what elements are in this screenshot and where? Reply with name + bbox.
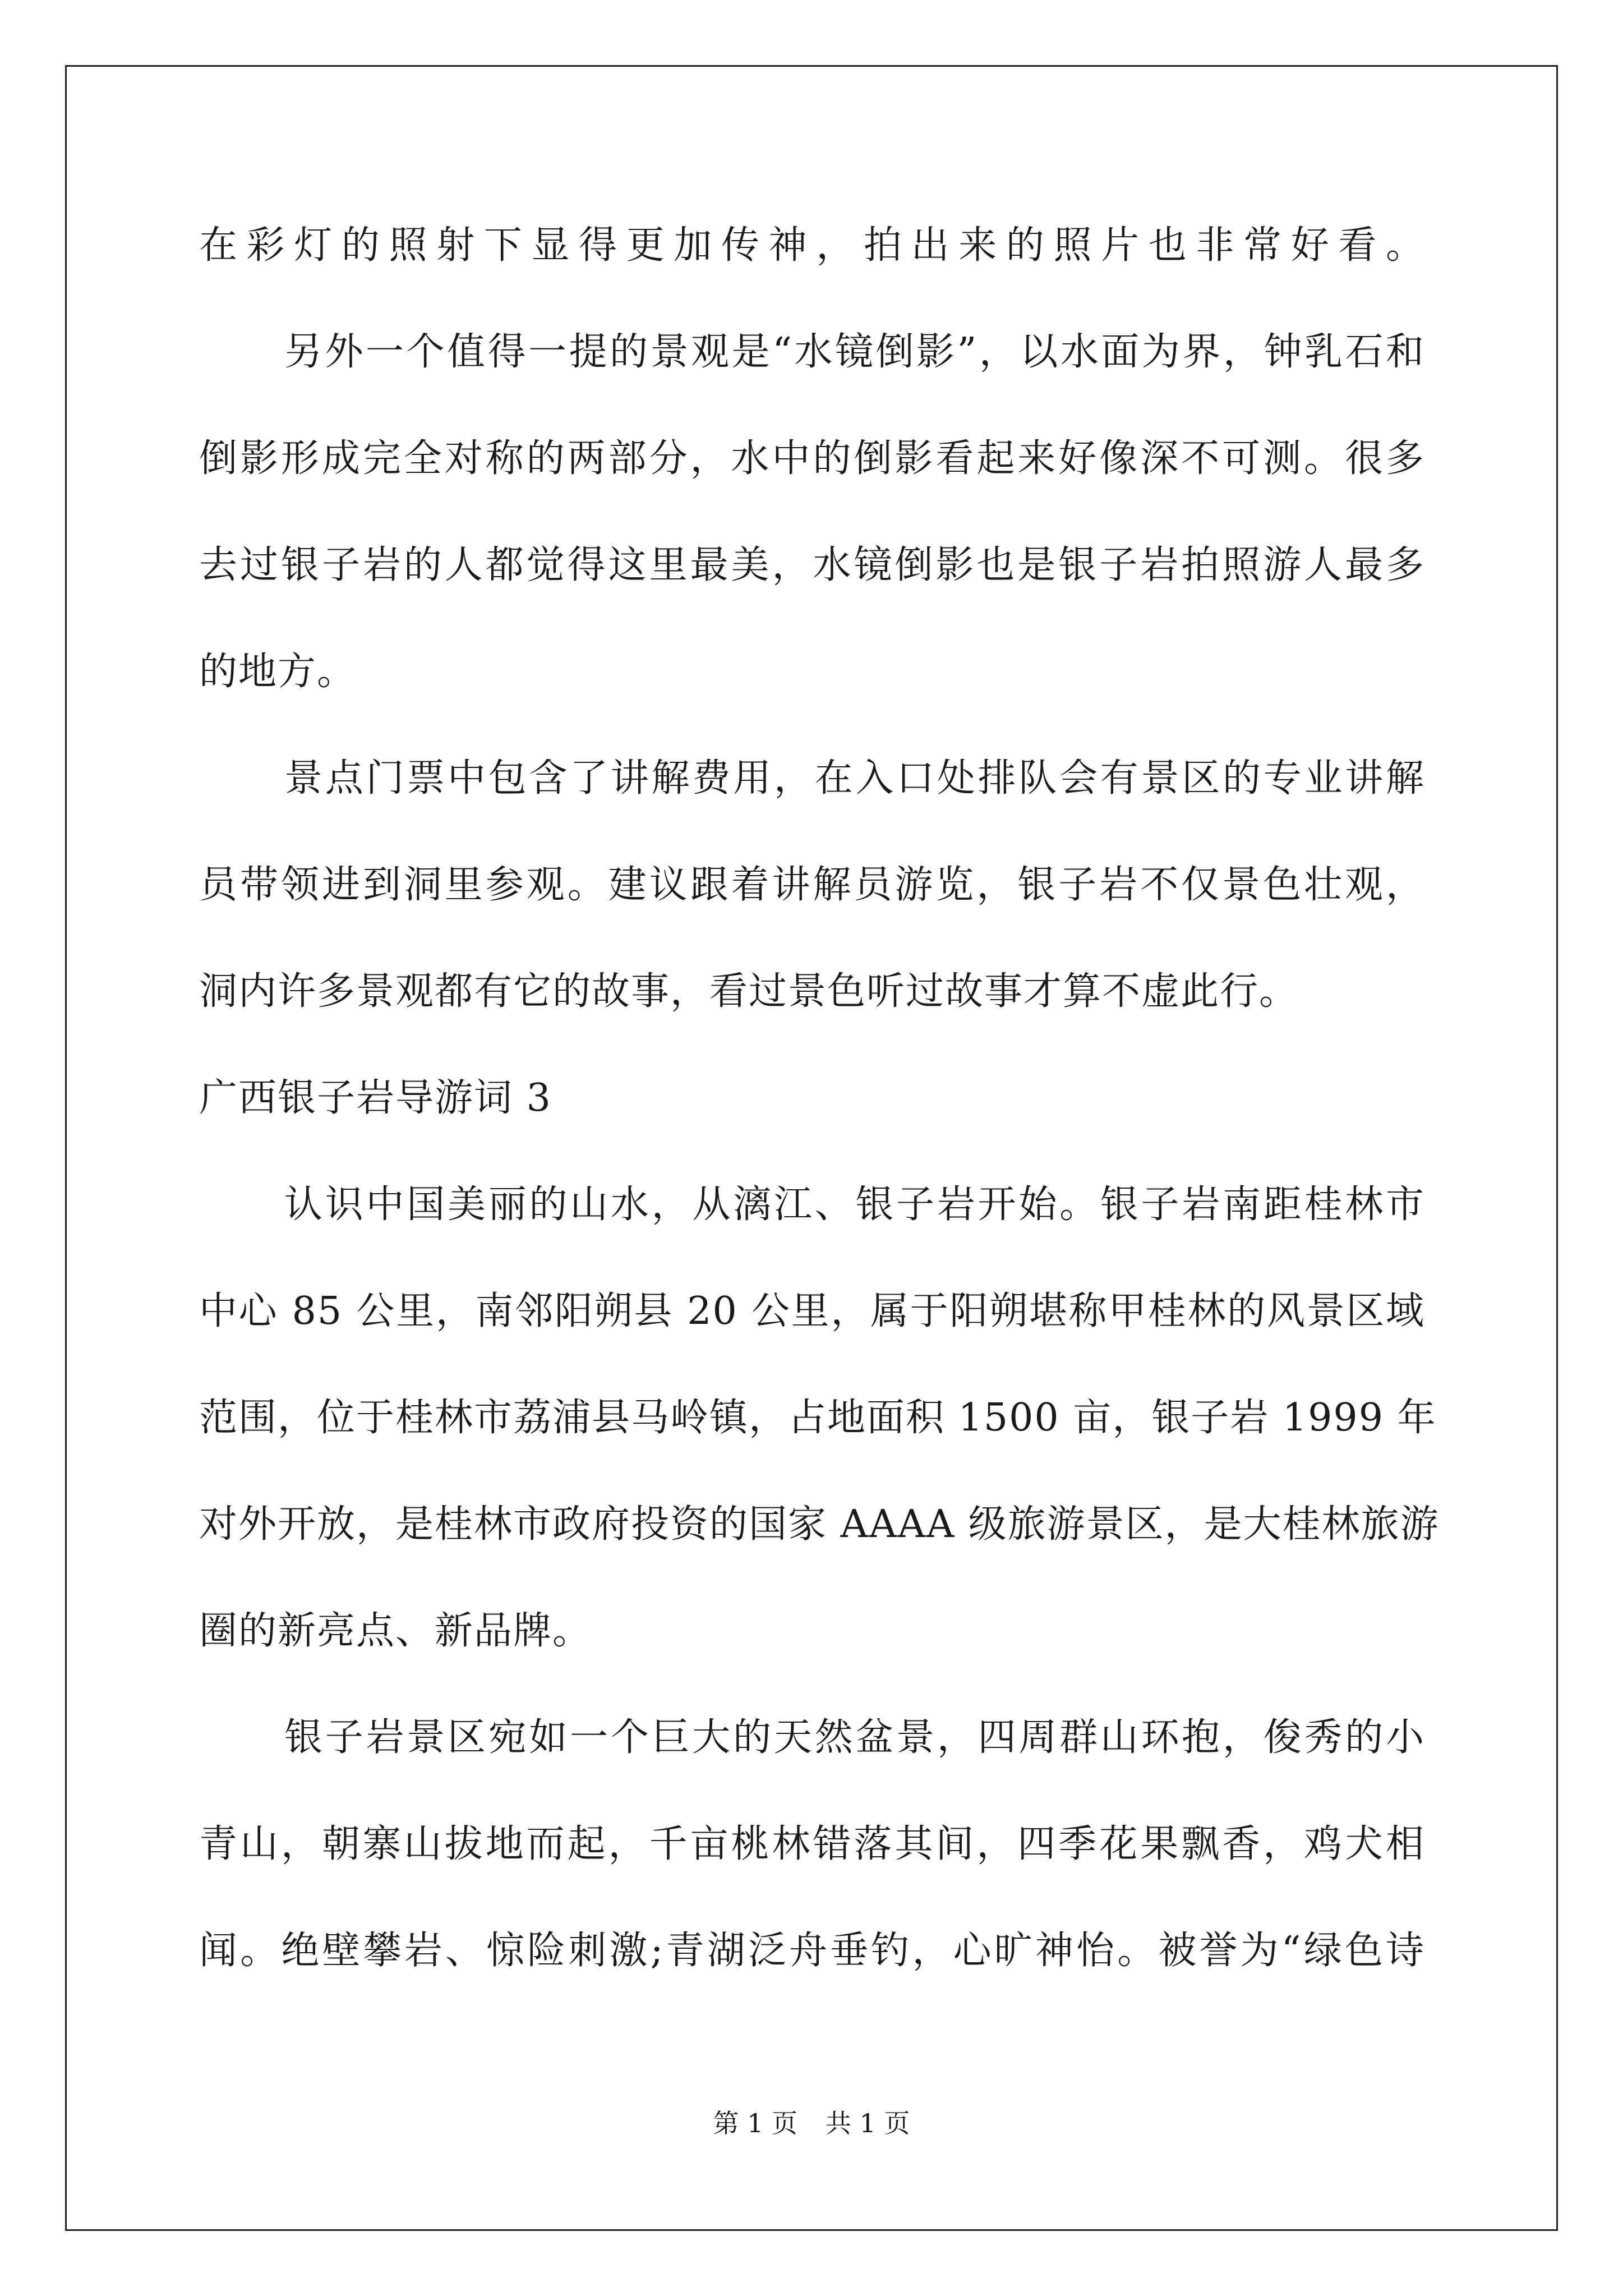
paragraph-line: 银子岩景区宛如一个巨大的天然盆景，四周群山环抱，俊秀的小 bbox=[284, 1715, 1425, 1760]
paragraph-line: 范围，位于桂林市荔浦县马岭镇，占地面积 1500 亩，银子岩 1999 年 bbox=[199, 1396, 1437, 1440]
paragraph-line: 认识中国美丽的山水，从漓江、银子岩开始。银子岩南距桂林市 bbox=[284, 1182, 1425, 1227]
paragraph-line: 另外一个值得一提的景观是“水镜倒影”，以水面为界，钟乳石和 bbox=[284, 330, 1425, 374]
paragraph-line: 员带领进到洞里参观。建议跟着讲解员游览，银子岩不仅景色壮观， bbox=[199, 863, 1425, 907]
page-number-total: 共 1 页 bbox=[826, 2108, 910, 2138]
page-number-current: 第 1 页 bbox=[713, 2108, 797, 2138]
paragraph-line: 青山，朝寨山拔地而起，千亩桃林错落其间，四季花果飘香，鸡犬相 bbox=[199, 1822, 1425, 1866]
section-heading: 广西银子岩导游词 3 bbox=[199, 1076, 552, 1120]
paragraph-line: 去过银子岩的人都觉得这里最美，水镜倒影也是银子岩拍照游人最多 bbox=[199, 543, 1425, 587]
page-border bbox=[65, 65, 1558, 2231]
paragraph-line: 对外开放，是桂林市政府投资的国家 AAAA 级旅游景区，是大桂林旅游 bbox=[199, 1502, 1440, 1547]
paragraph-line: 圈的新亮点、新品牌。 bbox=[199, 1609, 592, 1653]
page-footer bbox=[0, 2106, 1623, 2140]
paragraph-line: 的地方。 bbox=[199, 650, 357, 694]
paragraph-line: 景点门票中包含了讲解费用，在入口处排队会有景区的专业讲解 bbox=[284, 756, 1425, 800]
paragraph-line: 闻。绝壁攀岩、惊险刺激;青湖泛舟垂钓，心旷神怡。被誉为“绿色诗 bbox=[199, 1929, 1425, 1973]
paragraph-line: 在彩灯的照射下显得更加传神，拍出来的照片也非常好看。 bbox=[199, 223, 1425, 268]
paragraph-line: 中心 85 公里，南邻阳朔县 20 公里，属于阳朔堪称甲桂林的风景区域 bbox=[199, 1289, 1425, 1333]
paragraph-line: 洞内许多景观都有它的故事，看过景色听过故事才算不虚此行。 bbox=[199, 969, 1299, 1014]
paragraph-line: 倒影形成完全对称的两部分，水中的倒影看起来好像深不可测。很多 bbox=[199, 436, 1425, 481]
